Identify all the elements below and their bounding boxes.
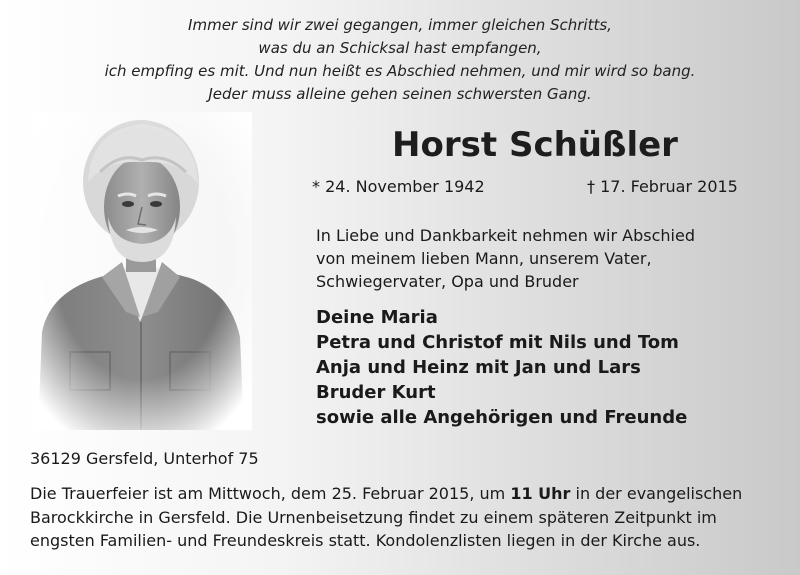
life-dates (312, 176, 762, 200)
service-line (30, 482, 790, 506)
mourner-entry: Deine Maria (316, 307, 438, 328)
service-line: Barockkirche in Gersfeld. Die Urnenbeisetzung findet zu einem späteren Zeitpunkt im (30, 507, 717, 527)
death-date: † 17. Februar 2015 (587, 177, 738, 196)
mourner-entry: Bruder Kurt (316, 382, 436, 403)
service-time: 11 Uhr (510, 484, 571, 503)
poem-line: was du an Schicksal hast empfangen, (258, 39, 542, 57)
poem (0, 14, 800, 106)
deceased-name: Horst Schüßler (392, 125, 678, 165)
service-text: in der evangelischen (570, 484, 743, 503)
poem-line: Jeder muss alleine gehen seinen schwersten Gang. (208, 85, 592, 103)
mourners-list (316, 305, 796, 430)
mourner-entry: Petra und Christof mit Nils und Tom (316, 332, 679, 353)
farewell-line: In Liebe und Dankbarkeit nehmen wir Abschied (316, 226, 695, 245)
birth-date: * 24. November 1942 (312, 177, 485, 196)
service-line: engsten Familien- und Freundeskreis statt. Kondolenzlisten liegen in der Kirche aus. (30, 531, 701, 550)
portrait-photo (30, 112, 252, 430)
service-info (30, 482, 790, 553)
farewell-line: Schwiegervater, Opa und Bruder (316, 272, 579, 291)
mourner-entry: sowie alle Angehörigen und Freunde (316, 407, 688, 428)
service-text: Die Trauerfeier ist am Mittwoch, dem 25. Februar 2015, um (30, 484, 511, 503)
poem-line: ich empfing es mit. Und nun heißt es Abschied nehmen, und mir wird so bang. (104, 62, 696, 80)
mourner-entry: Anja und Heinz mit Jan und Lars (316, 357, 641, 378)
poem-line: Immer sind wir zwei gegangen, immer gleichen Schritts, (188, 16, 612, 34)
farewell-line: von meinem lieben Mann, unserem Vater, (316, 249, 652, 268)
address: 36129 Gersfeld, Unterhof 75 (30, 449, 259, 468)
farewell-text (316, 224, 786, 293)
